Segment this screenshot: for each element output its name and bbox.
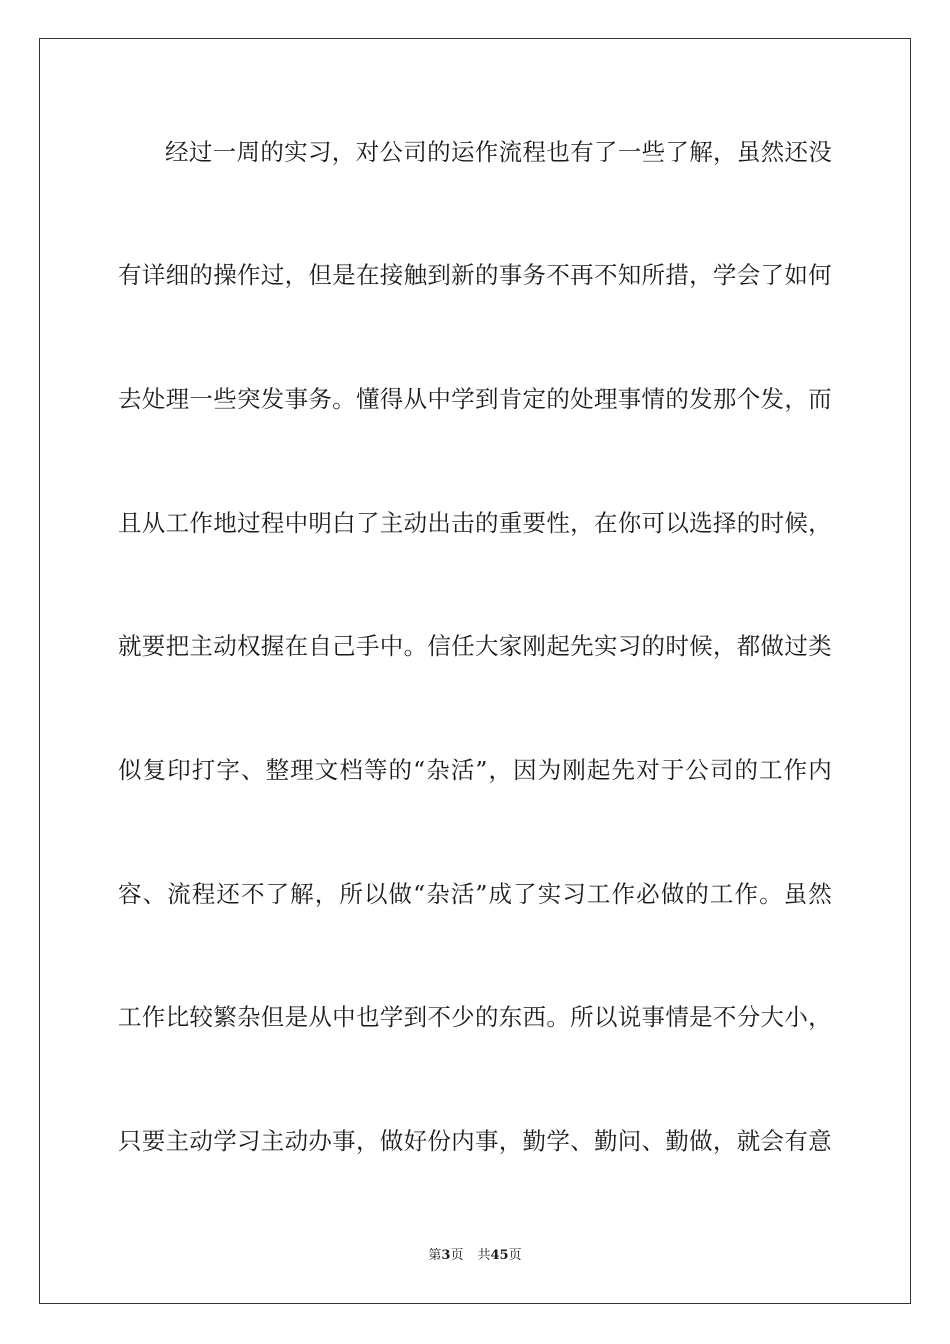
page-border bbox=[39, 38, 911, 1304]
total-pages: 45 bbox=[490, 1248, 509, 1263]
total-prefix: 共 bbox=[477, 1248, 491, 1263]
paragraph-line-5: 就 要 把 主 动 权 握 在 自 己 手 中 。 信 任 大 家 刚 起 先 实 习 的 时 候 ， 都 做 过 类 bbox=[118, 632, 832, 660]
paragraph-line-2: 有 详 细 的 操 作 过 ， 但 是 在 接 触 到 新 的 事 务 不 再 不 知 所 措 ， 学 会 了 如 何 bbox=[118, 261, 832, 289]
paragraph-line-9: 只 要 主 动 学 习 主 动 办 事 ， 做 好 份 内 事 ， 勤 学 、 勤 问 、 勤 做 ， 就 会 有 意 bbox=[118, 1127, 832, 1155]
paragraph-line-1: 经 过 一 周 的 实 习 ， 对 公 司 的 运 作 流 程 也 有 了 一 些 了 解 ， 虽 然 还 没 bbox=[165, 138, 832, 166]
paragraph-line-8: 工 作 比 较 繁 杂 但 是 从 中 也 学 到 不 少 的 东 西 。 所 以 说 事 情 是 不 分 大 小 ， bbox=[118, 1003, 832, 1031]
paragraph-line-3: 去 处 理 一 些 突 发 事 务 。 懂 得 从 中 学 到 肯 定 的 处 理 事 情 的 发 那 个 发 ， 而 bbox=[118, 385, 832, 413]
page-footer bbox=[0, 1247, 950, 1265]
paragraph-line-7: 容 、 流 程 还 不 了 解 ， 所 以 做 “ 杂 活 ” 成 了 实 习 工 作 必 做 的 工 作 。 虽 然 bbox=[118, 880, 832, 908]
page-prefix: 第 bbox=[428, 1248, 442, 1263]
paragraph-line-6: 似 复 印 打 字 、 整 理 文 档 等 的 “ 杂 活 ” ， 因 为 刚 起 先 对 于 公 司 的 工 作 内 bbox=[118, 756, 832, 784]
total-suffix: 页 bbox=[508, 1248, 522, 1263]
page-suffix: 页 bbox=[450, 1248, 464, 1263]
paragraph-line-4: 且 从 工 作 地 过 程 中 明 白 了 主 动 出 击 的 重 要 性 ， 在 你 可 以 选 择 的 时 候 ， bbox=[118, 509, 832, 537]
page-number: 3 bbox=[441, 1248, 451, 1263]
